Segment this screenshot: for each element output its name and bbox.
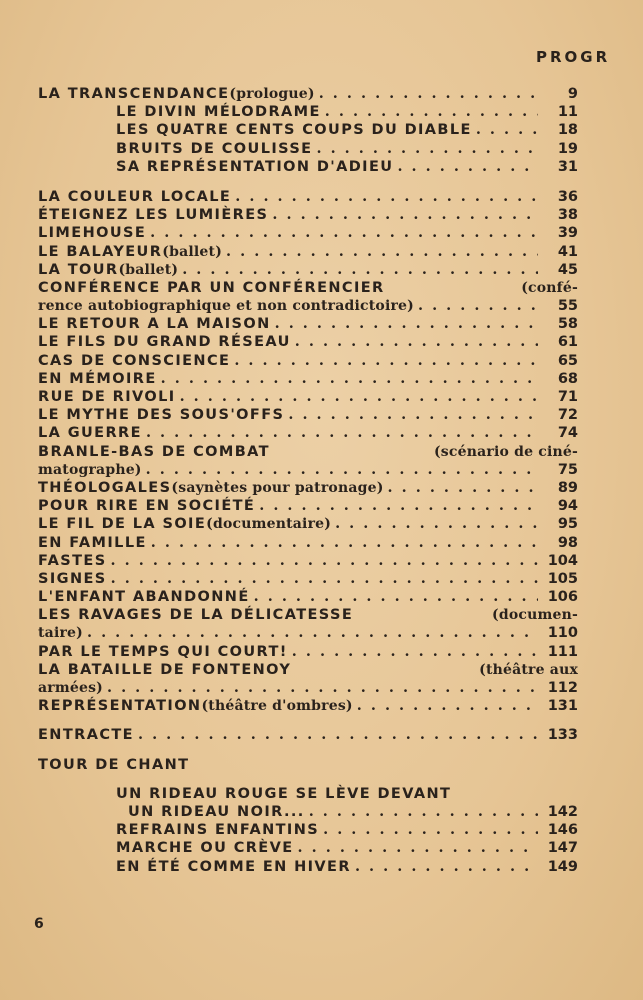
entry-subtitle: (saynètes pour patronage) bbox=[171, 479, 384, 496]
entry-title: REFRAINS ENFANTINS bbox=[116, 822, 320, 839]
toc-entry bbox=[38, 515, 578, 533]
dot-leader bbox=[275, 315, 538, 333]
entry-page: 104 bbox=[547, 552, 578, 569]
toc-entry bbox=[38, 370, 578, 388]
entry-page: 61 bbox=[557, 334, 578, 351]
entry-page: 105 bbox=[547, 570, 578, 587]
entry-page: 98 bbox=[557, 534, 578, 551]
dot-leader bbox=[151, 534, 538, 552]
toc-entry bbox=[38, 588, 578, 606]
entry-continuation: matographe) bbox=[38, 461, 142, 478]
entry-title: LA BATAILLE DE FONTENOY bbox=[38, 661, 292, 678]
toc-entry bbox=[38, 206, 578, 224]
toc-entry bbox=[38, 224, 578, 242]
entry-continuation: rence autobiographique et non contradictoire) bbox=[38, 298, 414, 315]
entry-page: 9 bbox=[567, 86, 578, 102]
dot-leader bbox=[259, 497, 538, 515]
dot-leader bbox=[309, 803, 538, 821]
toc-entry bbox=[38, 726, 578, 744]
entry-title: LES RAVAGES DE LA DÉLICATESSE bbox=[38, 607, 354, 624]
toc-entry bbox=[38, 570, 578, 588]
entry-page: 75 bbox=[557, 461, 578, 478]
entry-title: RUE DE RIVOLI bbox=[38, 389, 176, 405]
entry-title: LIMEHOUSE bbox=[38, 225, 147, 242]
dot-leader bbox=[325, 103, 538, 121]
dot-leader bbox=[138, 726, 538, 744]
entry-continuation: UN RIDEAU NOIR... bbox=[128, 803, 305, 820]
dot-leader bbox=[292, 643, 538, 661]
entry-page: 38 bbox=[557, 207, 578, 224]
entry-subtitle: (théâtre d'ombres) bbox=[201, 698, 353, 715]
dot-leader bbox=[298, 839, 538, 857]
entry-page: 110 bbox=[547, 625, 578, 642]
entry-subtitle: (confé- bbox=[521, 279, 578, 296]
dot-leader bbox=[107, 679, 538, 697]
entry-continuation: armées) bbox=[38, 680, 103, 696]
toc-entry bbox=[38, 261, 578, 279]
entry-title: BRUITS DE COULISSE bbox=[116, 140, 313, 157]
entry-title: THÉOLOGALES bbox=[38, 479, 172, 496]
toc-entry bbox=[38, 315, 578, 333]
entry-title: REPRÉSENTATION bbox=[38, 698, 202, 715]
section-heading bbox=[38, 756, 578, 774]
entry-page: 45 bbox=[557, 261, 578, 278]
toc-entry bbox=[38, 188, 578, 206]
entry-page: 71 bbox=[557, 389, 578, 405]
toc-entry-line bbox=[38, 606, 578, 624]
entry-title: UN RIDEAU ROUGE SE LÈVE DEVANT bbox=[116, 785, 452, 802]
entry-title: LA TRANSCENDANCE bbox=[38, 86, 230, 102]
entry-title: LE RETOUR A LA MAISON bbox=[38, 316, 271, 333]
entry-page: 36 bbox=[557, 188, 578, 205]
toc-entry bbox=[38, 85, 578, 103]
toc-entry-line bbox=[38, 661, 578, 679]
dot-leader bbox=[323, 821, 538, 839]
dot-leader bbox=[226, 243, 538, 261]
dot-leader bbox=[254, 588, 538, 606]
toc-entry bbox=[38, 497, 578, 515]
entry-title: ÉTEIGNEZ LES LUMIÈRES bbox=[38, 207, 269, 224]
toc-entry bbox=[38, 140, 578, 158]
entry-title: SA REPRÉSENTATION D'ADIEU bbox=[116, 158, 394, 175]
toc-entry-line bbox=[38, 443, 578, 461]
dot-leader bbox=[319, 85, 538, 103]
entry-page: 112 bbox=[547, 680, 578, 696]
toc-entry-line bbox=[38, 624, 578, 642]
entry-page: 111 bbox=[547, 643, 578, 660]
toc-entry-line bbox=[38, 279, 578, 297]
dot-leader bbox=[234, 352, 538, 370]
entry-title: ENTRACTE bbox=[38, 727, 134, 744]
dot-leader bbox=[476, 121, 538, 139]
toc-entry bbox=[38, 534, 578, 552]
toc-entry bbox=[38, 406, 578, 424]
entry-title: LE DIVIN MÉLODRAME bbox=[116, 104, 321, 121]
toc-entry bbox=[38, 121, 578, 139]
toc-entry bbox=[38, 697, 578, 715]
entry-page: 19 bbox=[557, 140, 578, 157]
entry-subtitle: (documentaire) bbox=[206, 516, 332, 533]
entry-page: 147 bbox=[547, 840, 578, 857]
toc-entry bbox=[38, 333, 578, 351]
toc-entry-line bbox=[38, 461, 578, 479]
entry-subtitle: (ballet) bbox=[162, 243, 223, 260]
entry-page: 89 bbox=[557, 479, 578, 496]
dot-leader bbox=[357, 697, 538, 715]
entry-title: LE MYTHE DES SOUS'OFFS bbox=[38, 407, 285, 424]
entry-page: 131 bbox=[547, 698, 578, 715]
entry-title: CONFÉRENCE PAR UN CONFÉRENCIER bbox=[38, 279, 385, 296]
entry-title: EN MÉMOIRE bbox=[38, 370, 157, 387]
toc-entry bbox=[38, 552, 578, 570]
dot-leader bbox=[150, 224, 538, 242]
entry-title: L'ENFANT ABANDONNÉ bbox=[38, 589, 250, 606]
dot-leader bbox=[111, 570, 538, 588]
entry-page: 133 bbox=[547, 727, 578, 744]
toc-entry bbox=[38, 352, 578, 370]
dot-leader bbox=[355, 858, 538, 876]
dot-leader bbox=[388, 479, 538, 497]
toc-entry bbox=[38, 479, 578, 497]
table-of-contents bbox=[38, 85, 578, 876]
dot-leader bbox=[235, 188, 538, 206]
dot-leader bbox=[146, 461, 538, 479]
dot-leader bbox=[335, 515, 538, 533]
running-header: PROGR bbox=[536, 48, 611, 66]
entry-page: 94 bbox=[557, 498, 578, 515]
entry-page: 65 bbox=[557, 352, 578, 369]
entry-subtitle: (documen- bbox=[492, 607, 578, 624]
dot-leader bbox=[295, 333, 538, 351]
entry-title: LE FIL DE LA SOIE bbox=[38, 516, 207, 533]
dot-leader bbox=[272, 206, 538, 224]
entry-title: LE FILS DU GRAND RÉSEAU bbox=[38, 334, 291, 351]
entry-title: LA COULEUR LOCALE bbox=[38, 188, 232, 205]
entry-page: 58 bbox=[557, 316, 578, 333]
entry-subtitle: (prologue) bbox=[229, 86, 315, 102]
entry-title: LA TOUR bbox=[38, 261, 119, 278]
toc-entry bbox=[38, 243, 578, 261]
entry-title: FASTES bbox=[38, 552, 107, 569]
toc-entry-line bbox=[38, 785, 578, 803]
dot-leader bbox=[146, 424, 538, 442]
entry-title: EN ÉTÉ COMME EN HIVER bbox=[116, 858, 351, 875]
dot-leader bbox=[288, 406, 538, 424]
entry-title: LES QUATRE CENTS COUPS DU DIABLE bbox=[116, 122, 472, 139]
entry-page: 95 bbox=[557, 516, 578, 533]
dot-leader bbox=[180, 388, 538, 406]
toc-entry bbox=[38, 424, 578, 442]
toc-entry bbox=[38, 103, 578, 121]
toc-entry bbox=[38, 821, 578, 839]
entry-page: 149 bbox=[547, 858, 578, 875]
entry-title: LE BALAYEUR bbox=[38, 243, 163, 260]
entry-page: 74 bbox=[557, 425, 578, 442]
entry-title: POUR RIRE EN SOCIÉTÉ bbox=[38, 498, 256, 515]
entry-page: 146 bbox=[547, 822, 578, 839]
entry-title: BRANLE-BAS DE COMBAT bbox=[38, 443, 270, 460]
entry-page: 72 bbox=[557, 407, 578, 424]
entry-title: MARCHE OU CRÈVE bbox=[116, 840, 294, 857]
dot-leader bbox=[111, 552, 538, 570]
entry-title: SIGNES bbox=[38, 570, 107, 587]
entry-title: EN FAMILLE bbox=[38, 534, 147, 551]
dot-leader bbox=[418, 297, 538, 315]
entry-page: 142 bbox=[547, 803, 578, 820]
dot-leader bbox=[87, 624, 538, 642]
dot-leader bbox=[182, 261, 538, 279]
entry-page: 68 bbox=[557, 370, 578, 387]
entry-page: 106 bbox=[547, 589, 578, 606]
entry-page: 11 bbox=[557, 104, 578, 121]
dot-leader bbox=[161, 370, 538, 388]
toc-entry bbox=[38, 388, 578, 406]
toc-entry bbox=[38, 858, 578, 876]
toc-entry-line bbox=[38, 679, 578, 697]
dot-leader bbox=[316, 140, 538, 158]
entry-page: 39 bbox=[557, 225, 578, 242]
entry-subtitle: (théâtre aux bbox=[479, 661, 578, 678]
entry-title: PAR LE TEMPS QUI COURT! bbox=[38, 643, 288, 660]
toc-entry-line bbox=[38, 803, 578, 821]
entry-subtitle: (scénario de ciné- bbox=[433, 443, 578, 460]
entry-page: 31 bbox=[557, 158, 578, 175]
entry-page: 18 bbox=[557, 122, 578, 139]
section-title: TOUR DE CHANT bbox=[38, 756, 190, 773]
entry-page: 41 bbox=[557, 243, 578, 260]
entry-title: CAS DE CONSCIENCE bbox=[38, 352, 231, 369]
toc-entry bbox=[38, 839, 578, 857]
entry-page: 55 bbox=[557, 298, 578, 315]
toc-entry bbox=[38, 158, 578, 176]
dot-leader bbox=[397, 158, 538, 176]
entry-continuation: taire) bbox=[38, 625, 83, 642]
toc-entry-line bbox=[38, 297, 578, 315]
toc-entry bbox=[38, 643, 578, 661]
entry-title: LA GUERRE bbox=[38, 425, 142, 442]
entry-subtitle: (ballet) bbox=[118, 261, 179, 278]
page-number: 6 bbox=[34, 916, 44, 932]
